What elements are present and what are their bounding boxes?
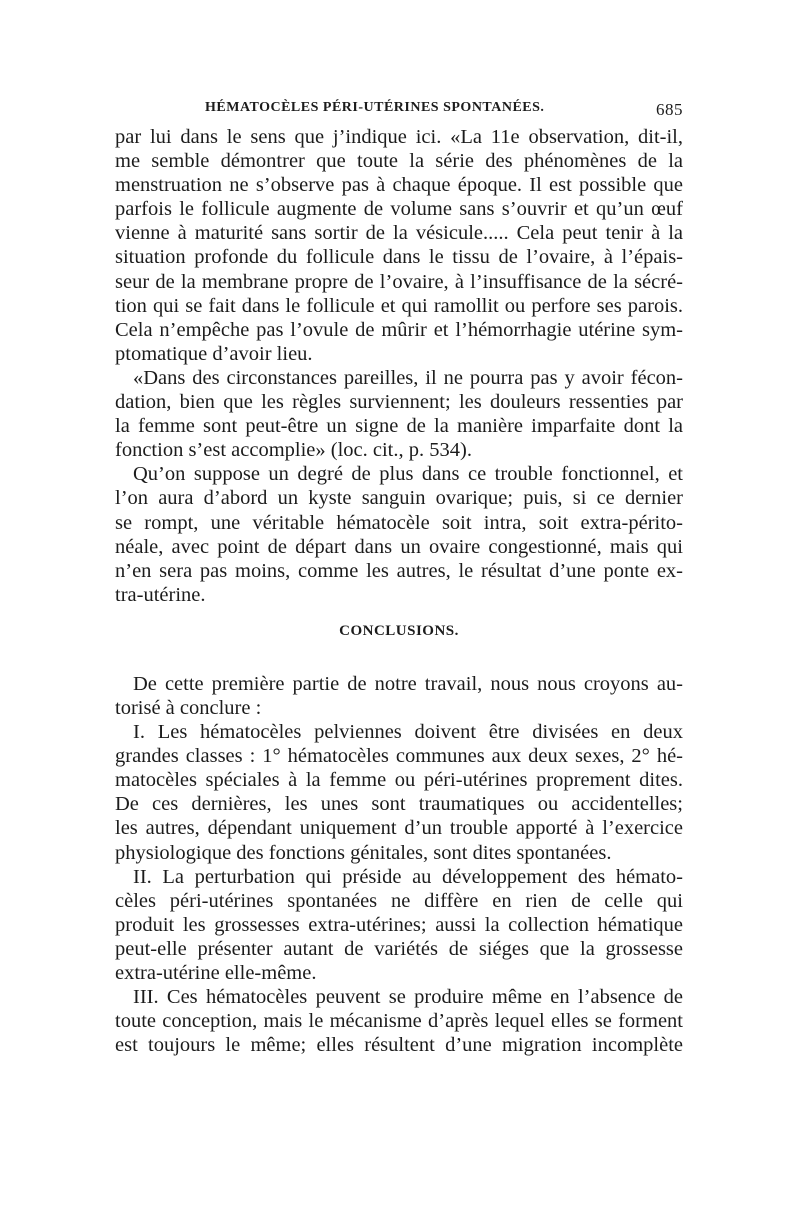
text-line: produit les grossesses extra-utérines; aussi la collection hématique [115, 913, 683, 936]
text-line: cèles péri-utérines spontanées ne diffère en rien de celle qui [115, 889, 683, 912]
text-line: se rompt, une véritable hématocèle soit intra, soit extra-périto- [115, 511, 683, 534]
text-line: Qu’on suppose un degré de plus dans ce trouble fonctionnel, et [133, 463, 683, 486]
text-line: n’en sera pas moins, comme les autres, le résultat d’une ponte ex- [115, 559, 683, 582]
text-line: tion qui se fait dans le follicule et qui ramollit ou perfore ses parois. [115, 294, 683, 317]
text-line: De cette première partie de notre travail, nous nous croyons au- [133, 672, 683, 695]
text-line: I. Les hématocèles pelviennes doivent être divisées en deux [133, 721, 683, 744]
spacer [115, 655, 683, 672]
text-line: seur de la membrane propre de l’ovaire, à l’insuffisance de la sécré- [115, 270, 683, 293]
running-head [115, 100, 683, 124]
text-line: par lui dans le sens que j’indique ici. «La 11e observation, dit-il, [115, 126, 683, 148]
text-line: ptomatique d’avoir lieu. [115, 342, 313, 365]
text-line: parfois le follicule augmente de volume sans s’ouvrir et qu’un œuf [115, 198, 683, 221]
text-line: grandes classes : 1° hématocèles communes aux deux sexes, 2° hé- [115, 745, 683, 768]
text-line: torisé à conclure : [115, 696, 262, 719]
text-line: physiologique des fonctions génitales, sont dites spontanées. [115, 841, 612, 864]
text-line: II. La perturbation qui préside au développement des hémato- [133, 865, 683, 888]
text-line: est toujours le même; elles résultent d’une migration incomplète [115, 1034, 683, 1057]
text-line: néale, avec point de départ dans un ovaire congestionné, mais qui [115, 535, 683, 558]
text-line: me semble démontrer que toute la série des phénomènes de la [115, 150, 683, 173]
text-line: matocèles spéciales à la femme ou péri-utérines proprement dites. [115, 769, 683, 792]
page-number: 685 [656, 100, 683, 119]
text-line: les autres, dépendant uniquement d’un trouble apporté à l’exercice [115, 817, 683, 840]
text-line: l’on aura d’abord un kyste sanguin ovarique; puis, si ce dernier [115, 487, 683, 510]
text-line: menstruation ne s’observe pas à chaque époque. Il est possible que [115, 174, 683, 197]
text-line: situation profonde du follicule dans le tissu de l’ovaire, à l’épais- [115, 246, 683, 269]
text-line: «Dans des circonstances pareilles, il ne pourra pas y avoir fécon- [133, 366, 683, 389]
text-line: extra-utérine elle-même. [115, 962, 317, 984]
text-line: vienne à maturité sans sortir de la vésicule..... Cela peut tenir à la [115, 222, 683, 245]
text-line: III. Ces hématocèles peuvent se produire même en l’absence de [133, 986, 683, 1009]
text-line: toute conception, mais le mécanisme d’après lequel elles se forment [115, 1010, 683, 1033]
text-line: dation, bien que les règles surviennent; les douleurs ressenties par [115, 391, 683, 414]
text-line: peut-elle présenter autant de variétés de siéges que la grossesse [115, 937, 683, 960]
text-line: De ces dernières, les unes sont traumatiques ou accidentelles; [115, 793, 683, 816]
text-line: Cela n’empêche pas l’ovule de mûrir et l’hémorrhagie utérine sym- [115, 318, 683, 341]
text-line: la femme sont peut-être un signe de la manière imparfaite dont la [115, 415, 683, 438]
text-line: fonction s’est accomplie» (loc. cit., p. 534). [115, 439, 472, 462]
text-line: tra-utérine. [115, 583, 206, 606]
running-title: HÉMATOCÈLES PÉRI-UTÉRINES SPONTANÉES. [205, 100, 545, 115]
section-heading: CONCLUSIONS. [339, 622, 459, 639]
body-text [115, 125, 683, 1057]
